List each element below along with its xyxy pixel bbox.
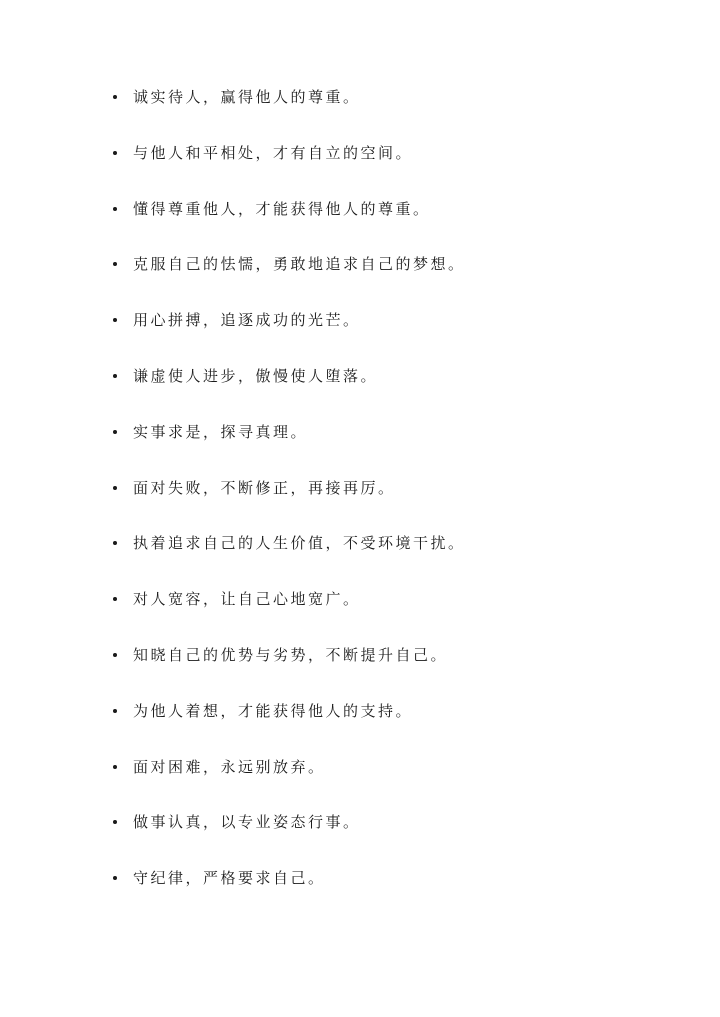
bullet-icon (113, 820, 117, 824)
list-item-text: 用心拼搏，追逐成功的光芒。 (133, 311, 361, 330)
list-item-text: 谦虚使人进步，傲慢使人堕落。 (133, 366, 379, 385)
bullet-icon (113, 653, 117, 657)
bullet-icon (113, 597, 117, 601)
bullet-icon (113, 318, 117, 322)
list-item (0, 811, 720, 867)
list-item (0, 253, 720, 309)
list-item (0, 700, 720, 756)
bullet-icon (113, 486, 117, 490)
list-item (0, 644, 720, 700)
list-item-text: 执着追求自己的人生价值，不受环境干扰。 (133, 534, 466, 553)
bullet-icon (113, 151, 117, 155)
bullet-icon (113, 430, 117, 434)
bullet-icon (113, 95, 117, 99)
bullet-icon (113, 876, 117, 880)
list-item-text: 面对困难，永远别放弃。 (133, 757, 326, 776)
bullet-icon (113, 765, 117, 769)
list-item (0, 198, 720, 254)
bullet-icon (113, 374, 117, 378)
bullet-list (0, 86, 720, 923)
list-item (0, 477, 720, 533)
list-item-text: 守纪律，严格要求自己。 (133, 869, 326, 888)
bullet-icon (113, 207, 117, 211)
list-item (0, 365, 720, 421)
list-item (0, 421, 720, 477)
list-item-text: 诚实待人，赢得他人的尊重。 (133, 88, 361, 106)
list-item (0, 588, 720, 644)
list-item-text: 克服自己的怯懦，勇敢地追求自己的梦想。 (133, 255, 466, 274)
list-item-text: 做事认真，以专业姿态行事。 (133, 813, 361, 832)
list-item-text: 面对失败，不断修正，再接再厉。 (133, 478, 396, 497)
list-item (0, 142, 720, 198)
list-item (0, 309, 720, 365)
list-item-text: 与他人和平相处，才有自立的空间。 (133, 143, 414, 162)
list-item (0, 86, 720, 142)
list-item (0, 867, 720, 923)
list-item (0, 756, 720, 812)
list-item-text: 知晓自己的优势与劣势，不断提升自己。 (133, 645, 449, 664)
bullet-icon (113, 541, 117, 545)
list-item-text: 懂得尊重他人，才能获得他人的尊重。 (133, 199, 431, 218)
bullet-icon (113, 262, 117, 266)
bullet-icon (113, 709, 117, 713)
list-item-text: 为他人着想，才能获得他人的支持。 (133, 701, 414, 720)
list-item-text: 对人宽容，让自己心地宽广。 (133, 590, 361, 609)
list-item (0, 532, 720, 588)
list-item-text: 实事求是，探寻真理。 (133, 422, 309, 441)
